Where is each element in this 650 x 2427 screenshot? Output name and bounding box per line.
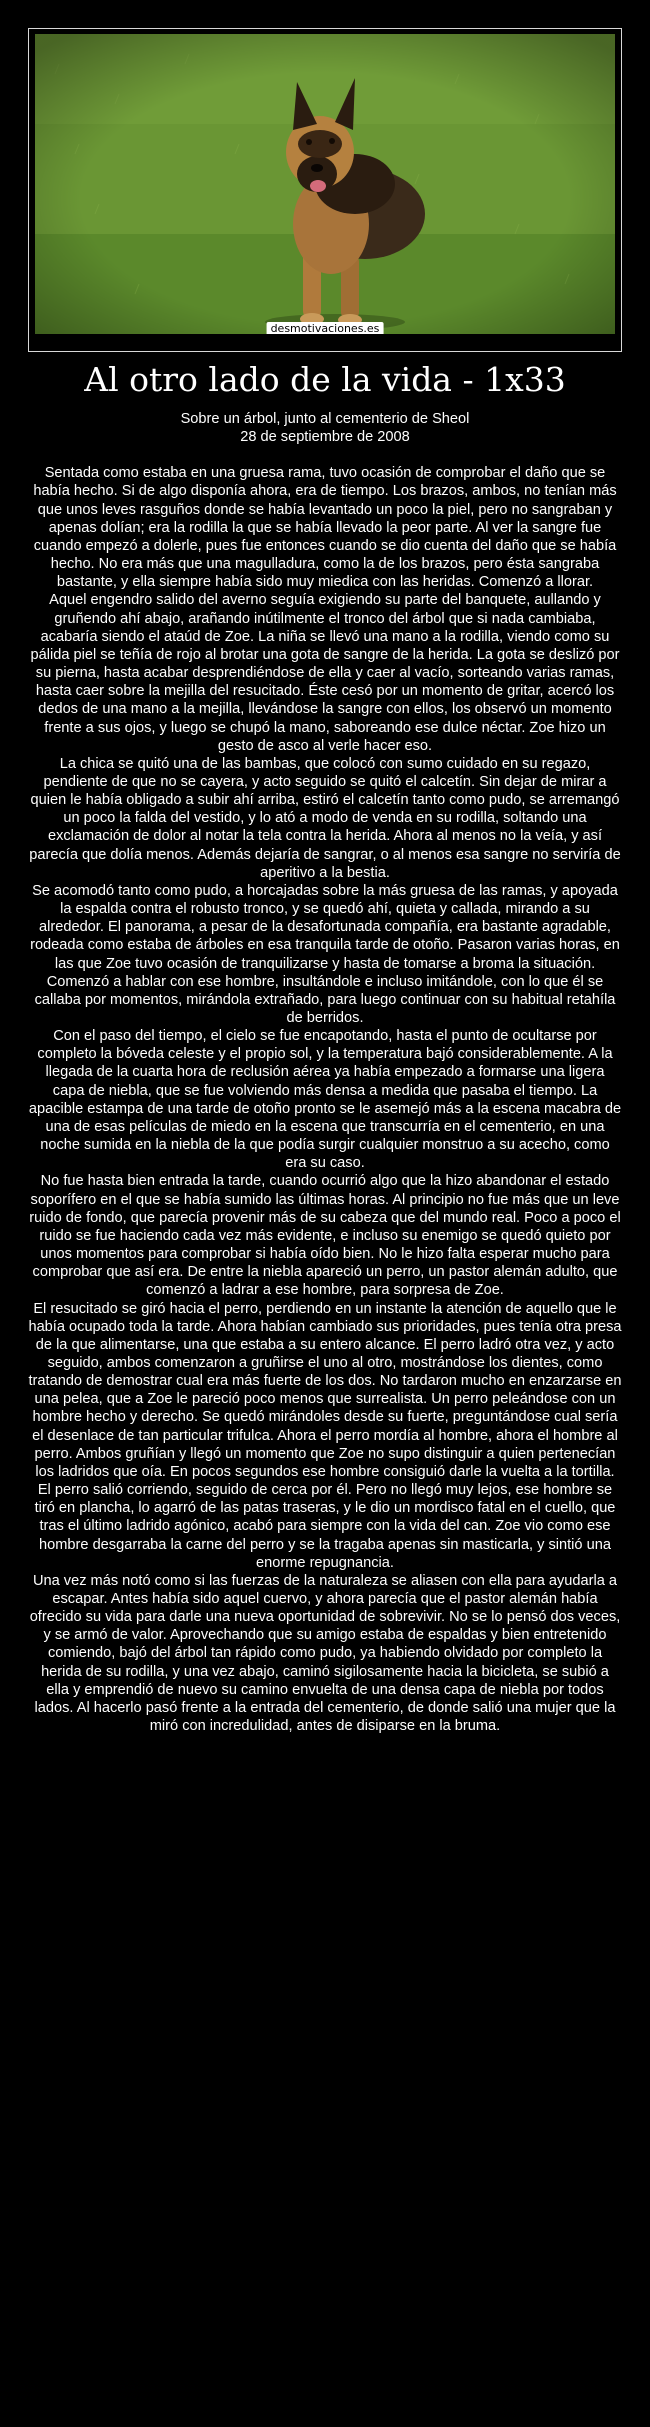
paragraph: Una vez más notó como si las fuerzas de la naturaleza se aliasen con ella para ayudarla a escapar. Antes había sido aquel cuervo, y ahora parecía que el pastor alemán había ofrecido su vida para darle una nueva oportunidad de sobrevivir. No se lo pensó dos veces, y se armó de valor. Aprovechando que su amigo estaba de espaldas y bien entretenido comiendo, bajó del árbol tan rápido como pudo, ya habiendo olvidado por completo la herida de su rodilla, y una vez abajo, caminó sigilosamente hacia la bicicleta, se subió a ella y emprendió de nuevo su camino envuelta de una densa capa de niebla por todos lados. Al hacerlo pasó frente a la entrada del cementerio, de donde salió una mujer que la miró con incredulidad, antes de disiparse en la bruma. xyxy=(29,1572,621,1735)
poster-title: Al otro lado de la vida - 1x33 xyxy=(84,360,566,399)
intro-location: Sobre un árbol, junto al cementerio de Sheol xyxy=(180,411,470,427)
watermark: desmotivaciones.es xyxy=(267,322,384,334)
paragraph: Se acomodó tanto como pudo, a horcajadas sobre la más gruesa de las ramas, y apoyada la espalda contra el robusto tronco, y se quedó ahí, quieta y callada, mirando a su alrededor. El panorama, a pesar de la desafortunada compañía, era bastante agradable, rodeada como estaba de árboles en esa tranquila tarde de otoño. Pasaron varias horas, en las que Zoe tuvo ocasión de tranquilizarse y hasta de tomarse a broma la situación. Comenzó a hablar con ese hombre, insultándole e incluso imitándole, con lo que él se callaba por momentos, mirándola extrañado, para luego continuar con su habitual retahíla de berridos. xyxy=(30,882,620,1026)
paragraph: Aquel engendro salido del averno seguía exigiendo su parte del banquete, aullando y gruñendo ahí abajo, arañando inútilmente el tronco del árbol que si nada cambiaba, acabaría siendo el ataúd de Zoe. La niña se llevó una mano a la rodilla, viendo como su pálida piel se teñía de rojo al brotar una gota de sangre de la herida. La gota se deslizó por su pierna, hasta acabar desprendiéndose de ella y caer al vacío, sorteando varias ramas, hasta caer sobre la mejilla del resucitado. Éste cesó por un momento de gritar, acercó los dedos de una mano a la mejilla, llevándose la sangre con ellos, los observó un momento frente a sus ojos, y luego se chupó la mano, saboreando ese dulce néctar. Zoe hizo un gesto de asco al verle hacer eso. xyxy=(30,592,620,754)
paragraph: El resucitado se giró hacia el perro, perdiendo en un instante la atención de aquello que le había ocupado toda la tarde. Ahora habían cambiado sus prioridades, pues tenía otra presa de la que alimentarse, una que estaba a su entero alcance. El perro ladró otra vez, y acto seguido, ambos comenzaron a gruñirse el uno al otro, mostrándose los dientes, como tratando de demostrar cual era más fuerte de los dos. No tardaron mucho en enzarzarse en una pelea, que a Zoe le pareció poco menos que surrealista. Un perro peleándose con un hombre hecho y derecho. Se quedó mirándoles desde su fuerte, preguntándose cual sería el desenlace de tan particular trifulca. Ahora el perro mordía al hombre, ahora el hombre al perro. Ambos gruñían y llegó un momento que Zoe no supo distinguir a quien pertenecían los ladridos que oía. En pocos segundos ese hombre consiguió darle la vuelta a la tortilla. El perro salió corriendo, seguido de cerca por él. Pero no llegó muy lejos, ese hombre se tiró en plancha, lo agarró de las patas traseras, y le dio un mordisco fatal en el cuello, que tras el último ladrido agónico, acabó para siempre con la vida del can. Zoe vio como ese hombre desgarraba la carne del perro y se la tragaba apenas sin masticarla, y sintió una enorme repugnancia. xyxy=(28,1300,622,1571)
intro-date: 28 de septiembre de 2008 xyxy=(240,429,410,446)
paragraph: Con el paso del tiempo, el cielo se fue encapotando, hasta el punto de ocultarse por completo la bóveda celeste y el propio sol, y la temperatura bajó considerablemente. A la llegada de la cuarta hora de reclusión aérea ya había empezado a formarse una ligera capa de niebla, que se fue volviendo más densa a medida que pasaba el tiempo. La apacible estampa de una tarde de otoño pronto se le asemejó más a la escena macabra de una de esas películas de miedo en la escena que transcurría en el cementerio, en una noche sumida en la niebla de la que podía surgir cualquier monstruo a su acecho, como era su caso. xyxy=(28,1028,622,1172)
paragraph: Sentada como estaba en una gruesa rama, tuvo ocasión de comprobar el daño que se había hecho. Si de algo disponía ahora, era de tiempo. Los brazos, ambos, no tenían más que unos leves rasguños donde se había levantado un poco la piel, pero no sangraban y apenas dolían; era la rodilla la que se había llevado la peor parte. Al ver la sangre fue cuando empezó a dolerle, pues fue entonces cuando se dio cuenta del daño que se había hecho. No era más que una magulladura, como la de los brazos, pero ésta sangraba bastante, y ella siempre había sido muy miedica con las heridas. Comenzó a llorar. xyxy=(33,465,617,591)
paragraph: La chica se quitó una de las bambas, que colocó con sumo cuidado en su regazo, pendiente de que no se cayera, y acto seguido se quitó el calcetín. Sin dejar de mirar a quien le había obligado a subir ahí arriba, estiró el calcetín tanto como pudo, se arremangó un poco la falda del vestido, y lo ató a modo de venda en su rodilla, soltando una exclamación de dolor al notar la tela contra la herida. Ahora al menos no la veía, y así parecía que dolía menos. Además dejaría de sangrar, o al menos esa sangre no serviría de aperitivo a la bestia. xyxy=(29,755,621,881)
story-text xyxy=(28,410,622,1735)
paragraph: No fue hasta bien entrada la tarde, cuando ocurrió algo que la hizo abandonar el estado soporífero en el que se había sumido las últimas horas. Al principio no fue más que un leve ruido de fondo, que parecía provenir más de su cabeza que del mundo real. Poco a poco el ruido se fue haciendo cada vez más evidente, e incluso su enemigo se quedó quieto por unos momentos para comprobar si había oído bien. No le hizo falta esperar mucho para comprobar que así era. De entre la niebla apareció un perro, un pastor alemán adulto, que comenzó a ladrar a ese hombre, para sorpresa de Zoe. xyxy=(29,1173,621,1299)
german-shepherd-photo xyxy=(35,34,615,334)
spacer xyxy=(28,446,622,464)
dog-illustration xyxy=(35,34,615,334)
photo-frame xyxy=(28,28,622,352)
